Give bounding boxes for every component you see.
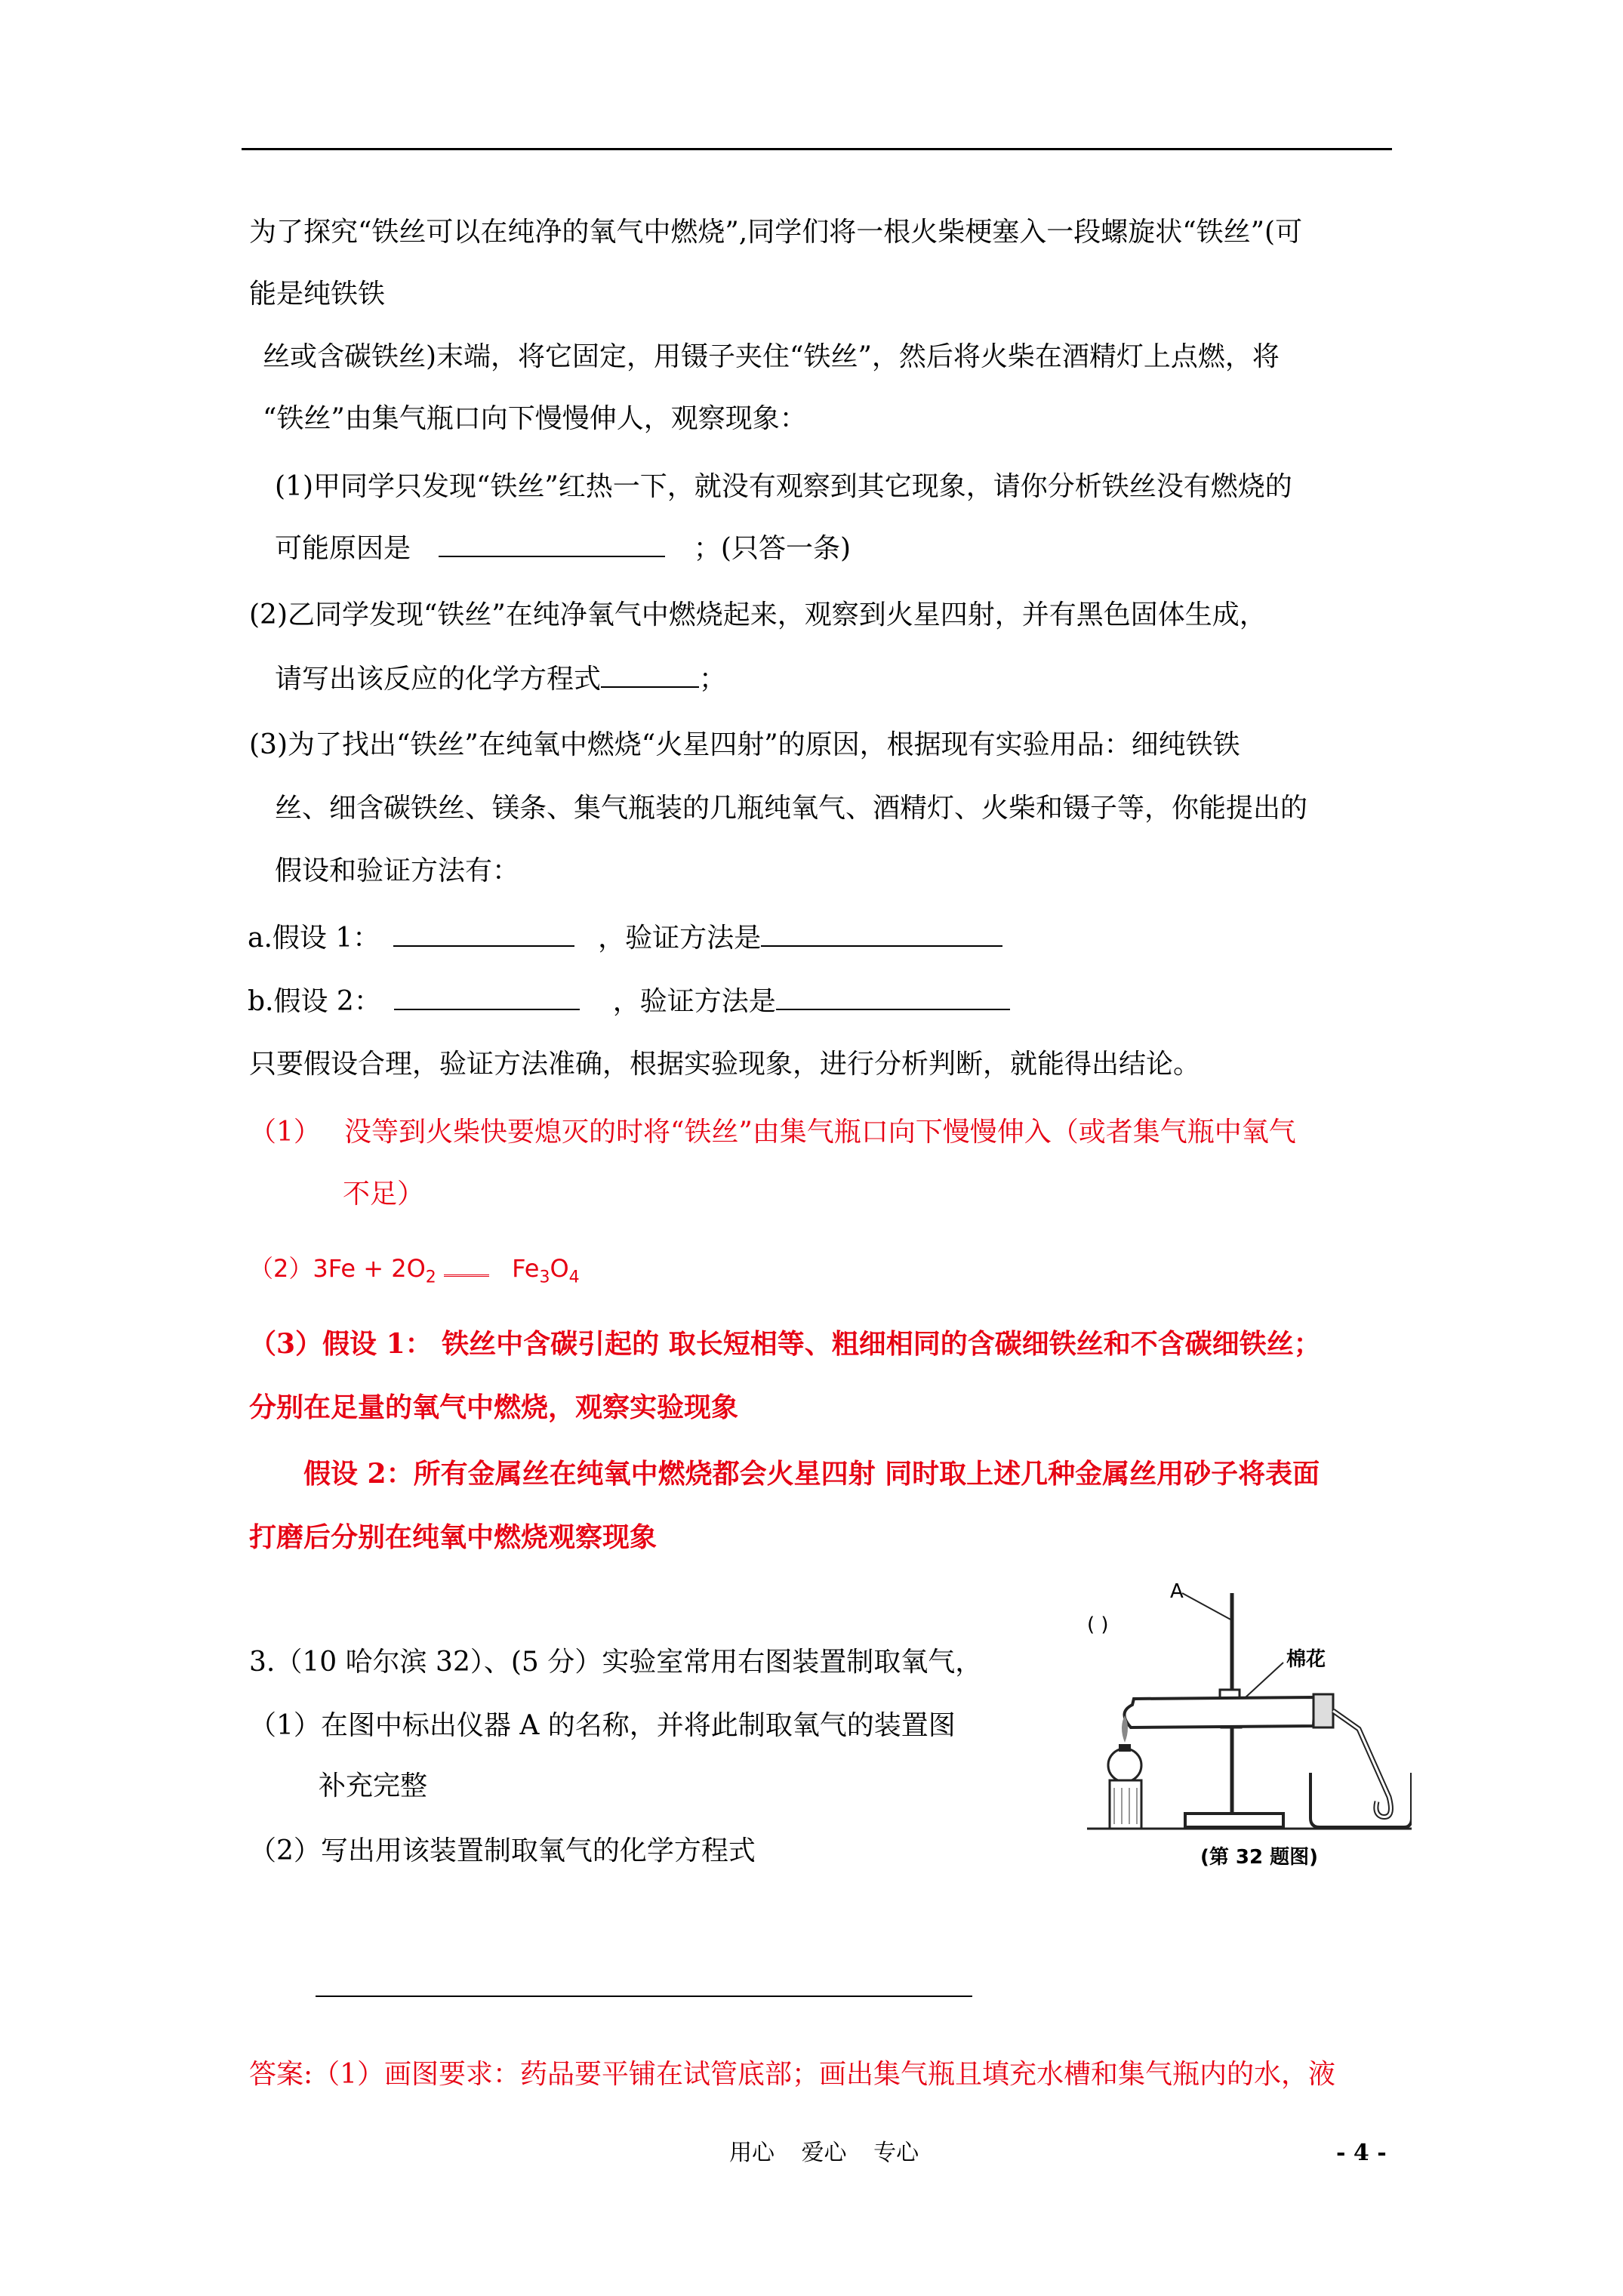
answer-3-line-3: 假设 2：所有金属丝在纯氧中燃烧都会火星四射 同时取上述几种金属丝用砂子将表面 [303,1458,1320,1490]
hyp-a-mid: ，验证方法是 [598,923,762,954]
body-line-1: 为了探究“铁丝可以在纯净的氧气中燃烧”,同学们将一根火柴梗塞入一段螺旋状“铁丝”(可 [249,217,1303,248]
eq-sub-fe: 3 [539,1268,550,1287]
answer-1-line-1: 没等到火柴快要熄灭的时将“铁丝”由集气瓶口向下慢慢伸入（或者集气瓶中氧气 [344,1117,1296,1148]
q2-suffix: ； [699,664,727,695]
eq-o: O [550,1254,569,1283]
hyp-a-blank[interactable] [393,920,574,947]
q3-line-2: （1）在图中标出仪器 A 的名称，并将此制取氧气的装置图 [249,1710,956,1741]
footer-center: 用心 爱心 专心 [729,2140,919,2166]
q1-suffix: ；(只答一条) [693,533,852,564]
eq-arrow [444,1252,489,1277]
footer-page-number: - 4 - [1336,2140,1387,2166]
conclusion-line: 只要假设合理，验证方法准确，根据实验现象，进行分析判断，就能得出结论。 [249,1049,1201,1080]
body-line-2: 能是纯铁铁 [249,279,386,310]
q2-answer-blank[interactable] [601,661,699,688]
body-line-4: “铁丝”由集气瓶口向下慢慢伸人，观察现象： [263,403,807,434]
q3-answer-line[interactable] [316,1996,972,1997]
q2-prefix: 请写出该反应的化学方程式 [275,664,602,695]
header-rule [242,148,1392,150]
hyp-b-label: b.假设 2： [248,986,381,1017]
q3-line-1: 3.（10 哈尔滨 32）、(5 分）实验室常用右图装置制取氧气， [249,1647,983,1678]
q2-line-2 [275,661,726,698]
hyp-a-method-blank[interactable] [761,920,1002,947]
hypothesis-a [248,920,1002,957]
eq-sub-o2: 2 [425,1268,436,1287]
answer-3-line-2: 分别在足量的氧气中燃烧，观察实验现象 [249,1391,739,1423]
q1-line-2 [275,530,851,567]
q3-text-line-2: 丝、细含碳铁丝、镁条、集气瓶装的几瓶纯氧气、酒精灯、火柴和镊子等，你能提出的 [275,793,1308,824]
answer-2-equation [249,1250,580,1296]
eq-fe: Fe [512,1254,540,1283]
figure-label-cotton: 棉花 [1286,1648,1326,1671]
q1-line-1: (1)甲同学只发现“铁丝”红热一下，就没有观察到其它现象，请你分析铁丝没有燃烧的 [275,471,1292,502]
eq-left: （2）3Fe + 2O [249,1254,426,1283]
answer-1-line-2: 不足） [343,1179,425,1210]
figure-caption: (第 32 题图) [1200,1846,1319,1869]
final-answer-line: 答案:（1）画图要求：药品要平铺在试管底部；画出集气瓶且填充水槽和集气瓶内的水，液 [249,2059,1336,2090]
q3-text-line-3: 假设和验证方法有： [275,855,520,886]
hypothesis-b [248,983,1010,1020]
answer-3-line-4: 打磨后分别在纯氧中燃烧观察现象 [249,1521,658,1553]
q1-answer-blank[interactable] [439,530,665,557]
body-line-3: 丝或含碳铁丝)末端，将它固定，用镊子夹住“铁丝”，然后将火柴在酒精灯上点燃，将 [263,341,1280,372]
apparatus-figure [1087,1578,1412,1895]
figure-label-a: A [1170,1580,1184,1603]
answer-3-line-1: （3）假设 1： 铁丝中含碳引起的 取长短相等、粗细相同的含碳细铁丝和不含碳细铁丝； [249,1328,1321,1360]
q3-text-line-1: (3)为了找出“铁丝”在纯氧中燃烧“火星四射”的原因，根据现有实验用品：细纯铁铁 [249,729,1240,760]
hyp-b-blank[interactable] [394,983,580,1010]
q1-prefix: 可能原因是 [275,533,411,564]
eq-sub-o: 4 [568,1268,580,1287]
hyp-b-method-blank[interactable] [776,983,1010,1010]
hyp-a-label: a.假设 1： [248,923,380,954]
figure-label-paren: ( ) [1087,1613,1109,1636]
answer-1-number: （1） [249,1117,321,1148]
q2-line-1: (2)乙同学发现“铁丝”在纯净氧气中燃烧起来，观察到火星四射，并有黑色固体生成， [249,599,1267,630]
q3-line-4: （2）写出用该装置制取氧气的化学方程式 [249,1835,756,1866]
q3-line-3: 补充完整 [319,1771,428,1801]
hyp-b-mid: ，验证方法是 [612,986,776,1017]
